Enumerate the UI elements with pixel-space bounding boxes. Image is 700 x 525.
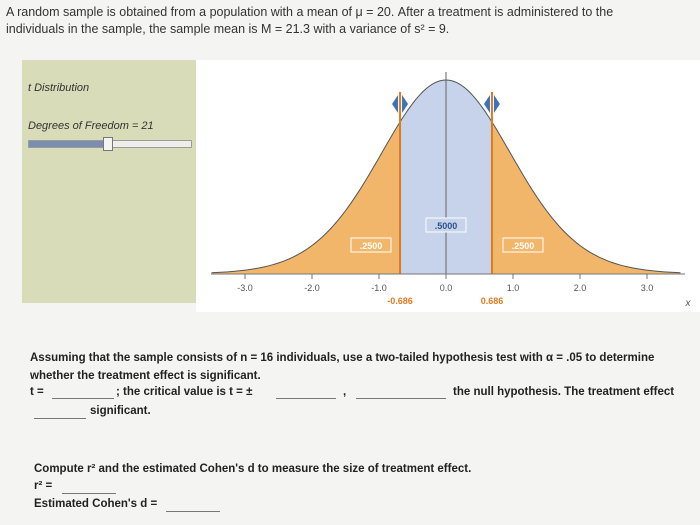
df-label: Degrees of Freedom = 21 [28,120,154,132]
r2-label: r² = [34,480,53,492]
df-slider[interactable] [28,140,192,148]
boundary-handle-left-0 [392,95,398,113]
x-tick-label-2: -1.0 [371,283,387,293]
x-tick-label-5: 2.0 [573,283,587,293]
df-slider-fill [29,141,107,147]
null-hypothesis-text: the null hypothesis. The treatment effect [453,386,675,398]
significance-dropdown[interactable] [34,406,86,419]
boundary-handle-right-1 [494,95,500,113]
question-line-2: whether the treatment effect is significant. [30,370,261,382]
problem-intro [6,4,696,38]
x-tick-label-0: -3.0 [237,283,253,293]
effect-size-prompt: Compute r² and the estimated Cohen's d to measure the size of treatment effect. [34,463,472,475]
x-tick-label-3: 0.0 [439,283,453,293]
intro-line-1: A random sample is obtained from a population with a mean of μ = 20. After a treatment is administered to the [6,5,614,19]
question-text [30,349,695,385]
r2-blank[interactable] [62,481,116,494]
distribution-control-panel [22,60,197,303]
t-distribution-svg [196,60,700,312]
df-slider-thumb[interactable] [103,137,113,151]
x-axis-label: x [685,298,691,309]
comma: , [343,386,347,398]
t-distribution-chart [196,60,700,312]
cohens-d-blank[interactable] [166,499,220,512]
boundary-label-0: -0.686 [387,296,413,306]
critical-text: ; the critical value is t = ± [116,386,253,398]
intro-line-2: individuals in the sample, the sample mean is M = 21.3 with a variance of s² = 9. [6,22,450,36]
panel-title: t Distribution [28,82,90,94]
region-label-0: .2500 [359,241,383,251]
critical-value-blank[interactable] [276,386,336,399]
region-label-2: .2500 [511,241,535,251]
significant-text: significant. [90,405,151,417]
t-label: t = [30,386,44,398]
region-label-1: .5000 [434,221,458,231]
x-tick-label-4: 1.0 [506,283,520,293]
boundary-label-1: 0.686 [480,296,504,306]
t-value-blank[interactable] [52,386,114,399]
decision-dropdown[interactable] [356,386,446,399]
x-tick-label-6: 3.0 [640,283,654,293]
question-line-1: Assuming that the sample consists of n = 16 individuals, use a two-tailed hypothesis test with α = .05 to determine [30,352,655,364]
cohens-d-label: Estimated Cohen's d = [34,498,158,510]
x-tick-label-1: -2.0 [304,283,320,293]
